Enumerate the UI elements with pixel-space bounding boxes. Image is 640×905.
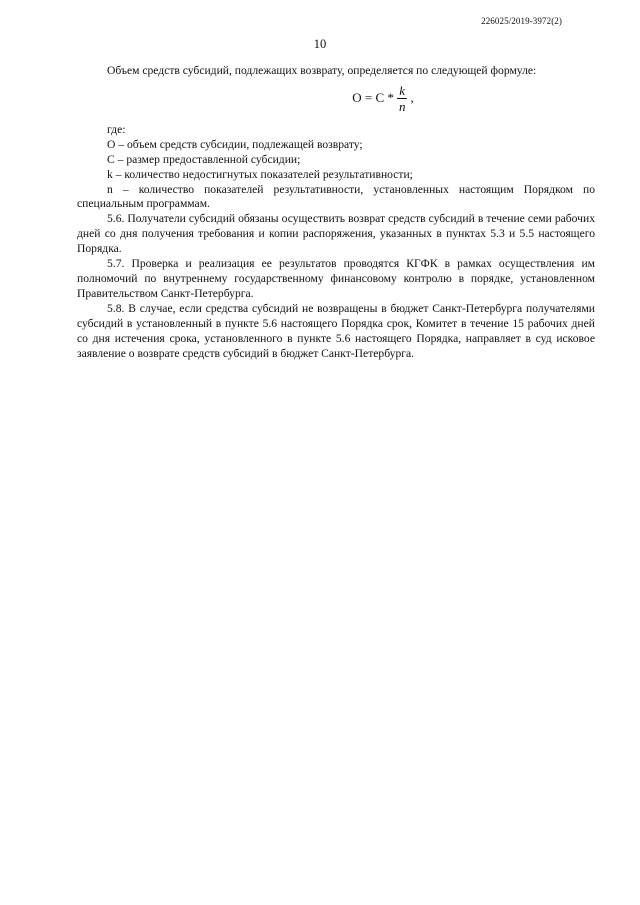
paragraph-5-6: 5.6. Получатели субсидий обязаны осуществить возврат средств субсидий в течение семи рабочих дней со дня получения требования и копии распоряжения, указанных в пунктах 5.3 и 5.5 настоящего Порядка. [77, 212, 595, 256]
where-label: где: [107, 122, 126, 136]
formula-denominator: n [398, 99, 406, 115]
formula [171, 81, 595, 117]
page-number: 10 [313, 37, 327, 51]
definition-n: n – количество показателей результативности, установленных настоящим Порядком по специальным программам. [77, 182, 595, 211]
paragraph-5-7: 5.7. Проверка и реализация ее результатов проводятся КГФК в рамках осуществления им полномочий по внутреннему государственному финансовому контролю в порядке, установленном Правительством Санкт-Петербурга. [77, 257, 595, 300]
formula-fraction [397, 83, 408, 114]
document-id: 226025/2019-3972(2) [481, 16, 562, 26]
definition-k: k – количество недостигнутых показателей результативности; [107, 167, 413, 181]
formula-intro: Объем средств субсидий, подлежащих возврату, определяется по следующей формуле: [107, 64, 537, 77]
formula-numerator: k [399, 83, 406, 99]
formula-trailing: , [410, 90, 414, 106]
definition-o: O – объем средств субсидии, подлежащей возврату; [107, 137, 363, 151]
paragraph-5-8: 5.8. В случае, если средства субсидий не возвращены в бюджет Санкт-Петербурга получателями субсидий в установленный в пункте 5.6 настоящего Порядка срок, Комитет в течение 15 рабочих дней со дня истечения срока, установленного в пункте 5.6 настоящего Порядка, направляет в суд исковое заявление о возврате средств субсидий в бюджет Санкт-Петербурга. [77, 301, 595, 360]
definition-c: C – размер предоставленной субсидии; [107, 152, 301, 166]
formula-lhs: O = C * [352, 90, 394, 106]
document-body [77, 64, 595, 361]
